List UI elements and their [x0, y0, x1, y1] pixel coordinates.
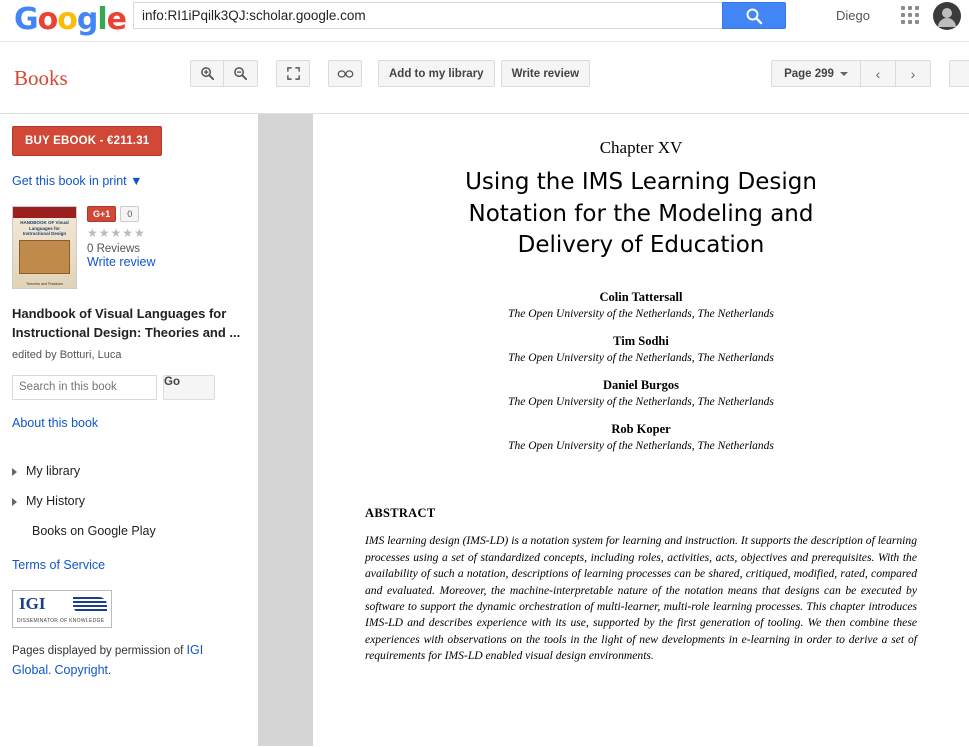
chapter-number: Chapter XV	[599, 138, 683, 157]
zoom-out-icon	[233, 66, 248, 81]
browser-top-bar	[0, 0, 969, 42]
copyright-link[interactable]: Copyright	[54, 663, 109, 678]
avatar[interactable]	[933, 2, 961, 30]
abstract-text: IMS learning design (IMS-LD) is a notation system for learning and instruction. It supports the description of learning processes using a set of standardized concepts, including roles, activities, acts, objectives and prerequisites. With the availability of such a notation, descriptions of learning processes can be shared, critiqued, modified, rated, compared and evaluated. Moreover, the machine-interpretable nature of the notation means that designs can be executed by software to support the dynamic orchestration of multi-learner, multi-role learning processes. This chapter introduces IMS-LD and describes experience with its use, supported by the first generation of tooling. We then combine these experiences with observations on the tools in the light of new developments in e-learning in order to derive a set of requirements for IMS-LD enabled visual design environments.	[365, 534, 917, 663]
sidebar-item-label: My History	[26, 493, 86, 508]
book-page	[313, 114, 969, 746]
sidebar	[0, 114, 258, 746]
sidebar-item-my-library[interactable]	[12, 456, 245, 486]
book-page-viewer[interactable]	[258, 114, 969, 746]
author-name: Daniel Burgos	[602, 378, 680, 393]
permission-text: Pages displayed by permission of	[12, 644, 187, 657]
write-review-button[interactable]: Write review	[501, 60, 591, 87]
book-editor: edited by Botturi, Luca	[12, 348, 122, 361]
search-in-book-go-button[interactable]: Go	[163, 375, 215, 400]
author-affiliation: The Open University of the Netherlands, The Netherlands	[508, 440, 774, 453]
author-entry	[365, 378, 917, 408]
previous-page-button[interactable]: ‹	[861, 60, 896, 87]
author-entry	[365, 290, 917, 320]
book-cover-image[interactable]	[12, 206, 77, 289]
publisher-logo	[12, 590, 112, 628]
sidebar-item-label: My library	[26, 463, 81, 478]
zoom-controls	[190, 60, 258, 87]
search-bar	[133, 2, 786, 29]
author-entry	[365, 334, 917, 364]
link-button[interactable]	[328, 60, 362, 87]
logo-letter: o	[37, 2, 58, 37]
fullscreen-icon	[286, 66, 301, 81]
apps-grid-icon[interactable]	[901, 6, 921, 26]
add-to-library-button[interactable]: Add to my library	[378, 60, 495, 87]
logo-letter: g	[76, 2, 98, 37]
sidebar-item-my-history[interactable]	[12, 486, 245, 516]
chevron-down-icon	[840, 72, 848, 76]
permission-separator: .	[48, 665, 55, 678]
write-review-link[interactable]: Write review	[87, 255, 156, 269]
overflow-button[interactable]	[949, 60, 969, 87]
gplus-row	[87, 206, 156, 222]
logo-letter: l	[97, 2, 107, 37]
book-summary	[12, 206, 245, 289]
reviews-count: 0 Reviews	[87, 243, 141, 255]
chapter-title-line: Delivery of Education	[517, 232, 765, 259]
search-in-book-input[interactable]	[12, 375, 157, 400]
publisher-link[interactable]: IGI Global	[12, 642, 204, 678]
author-name: Tim Sodhi	[613, 334, 669, 349]
zoom-out-button[interactable]	[224, 60, 258, 87]
search-button[interactable]	[722, 2, 786, 29]
sidebar-item-books-on-google-play[interactable]	[12, 516, 245, 546]
page-selector-label: Page 299	[784, 67, 834, 80]
sidebar-nav	[12, 456, 245, 546]
author-affiliation: The Open University of the Netherlands, The Netherlands	[508, 308, 774, 321]
publisher-logo-tagline: DISSEMINATOR OF KNOWLEDGE	[17, 617, 105, 624]
page-gutter	[258, 114, 313, 746]
chevron-right-icon	[12, 468, 17, 476]
get-book-in-print-link[interactable]: Get this book in print ▼	[12, 174, 143, 188]
google-logo[interactable]	[14, 2, 126, 37]
logo-letter: G	[14, 2, 38, 37]
zoom-in-button[interactable]	[190, 60, 224, 87]
zoom-in-icon	[200, 66, 215, 81]
page-selector[interactable]	[771, 60, 861, 87]
chevron-right-icon	[12, 498, 17, 506]
page-title[interactable]: Books	[14, 66, 68, 90]
logo-letter: o	[57, 2, 77, 37]
page-navigation	[771, 60, 931, 87]
book-title: Handbook of Visual Languages for Instructional Design: Theories and ...	[12, 306, 241, 340]
fullscreen-controls	[276, 60, 310, 87]
author-affiliation: The Open University of the Netherlands, The Netherlands	[508, 352, 774, 365]
books-toolbar	[0, 42, 969, 114]
publisher-logo-mark	[73, 597, 107, 613]
author-name: Rob Koper	[611, 422, 671, 437]
about-this-book-link[interactable]: About this book	[12, 415, 99, 430]
main-layout	[0, 114, 969, 746]
fullscreen-button[interactable]	[276, 60, 310, 87]
search-input[interactable]	[133, 2, 722, 29]
chapter-title-line: Notation for the Modeling and	[468, 200, 814, 227]
chapter-title	[365, 167, 917, 262]
book-meta	[87, 206, 156, 289]
terms-of-service-link[interactable]: Terms of Service	[12, 557, 106, 572]
abstract-heading: ABSTRACT	[365, 506, 436, 521]
author-affiliation: The Open University of the Netherlands, The Netherlands	[508, 396, 774, 409]
next-page-button[interactable]: ›	[896, 60, 931, 87]
author-list	[365, 290, 917, 452]
link-controls	[328, 60, 362, 87]
search-in-book	[12, 375, 245, 400]
permission-end: .	[108, 665, 112, 678]
cover-band	[13, 207, 76, 218]
cover-photo	[19, 240, 70, 274]
logo-letter: e	[106, 2, 127, 37]
author-entry	[365, 422, 917, 452]
account-name[interactable]: Diego	[836, 8, 870, 23]
sidebar-item-label: Books on Google Play	[32, 523, 156, 538]
buy-ebook-button[interactable]: BUY EBOOK - €211.31	[12, 126, 162, 156]
chapter-title-line: Using the IMS Learning Design	[465, 169, 817, 195]
gplus-button[interactable]: G+1	[87, 206, 116, 222]
rating-stars[interactable]: ★★★★★	[87, 226, 146, 240]
link-icon	[337, 67, 354, 81]
cover-title: HANDBOOK OF Visual Languages for Instructional Design	[20, 220, 69, 237]
cover-subtitle: Theories and Practices	[26, 282, 63, 286]
publisher-logo-name: IGI	[19, 593, 46, 613]
action-buttons	[378, 60, 590, 87]
search-icon	[745, 7, 763, 25]
chapter-header	[365, 138, 917, 262]
permission-note	[12, 640, 245, 681]
gplus-count: 0	[120, 206, 139, 222]
author-name: Colin Tattersall	[599, 290, 683, 305]
